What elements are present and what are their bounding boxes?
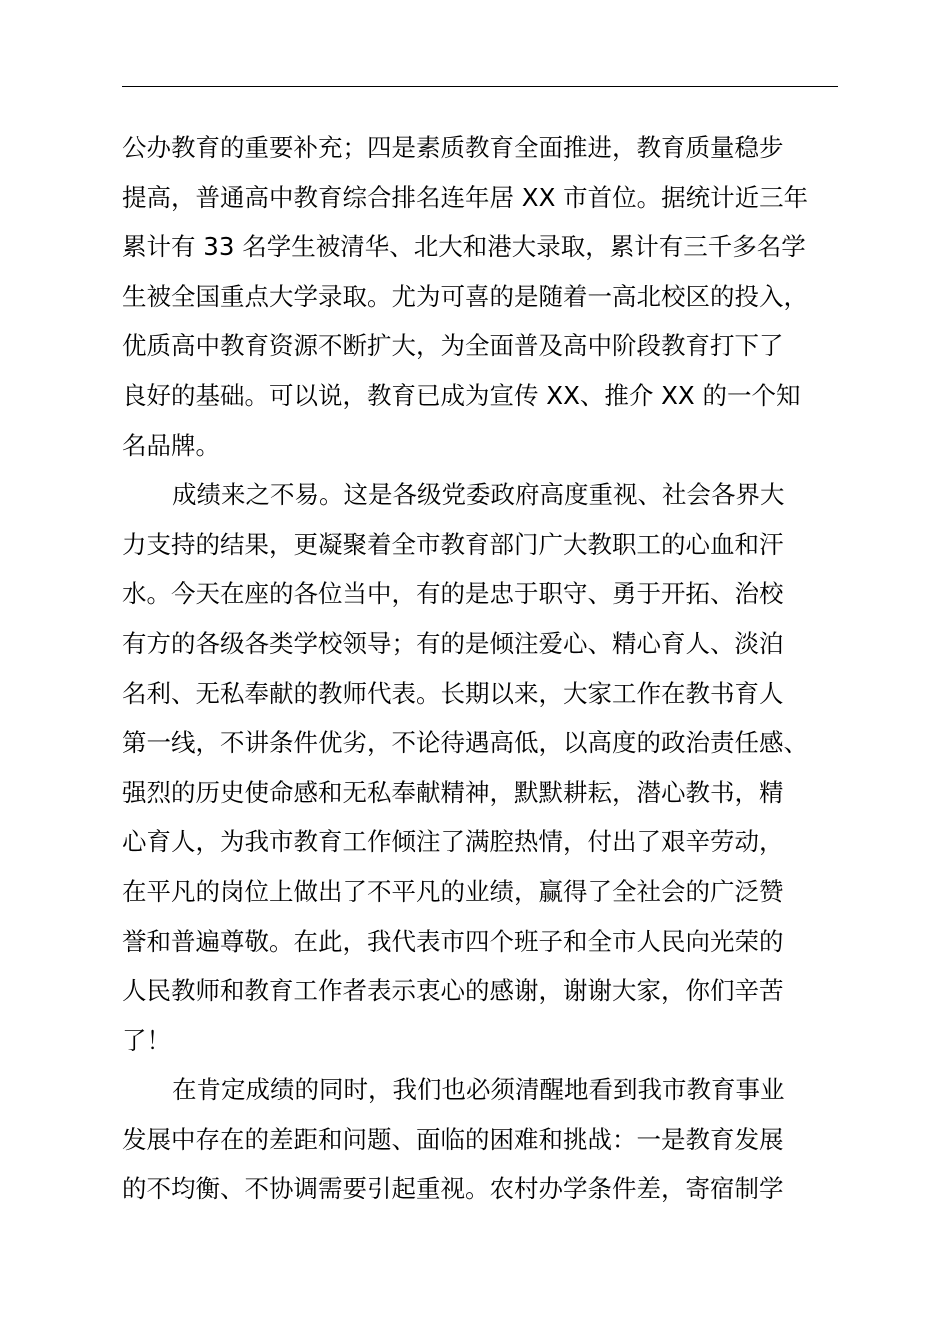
text-line: 第一线，不讲条件优劣，不论待遇高低，以高度的政治责任感、: [122, 728, 808, 758]
text-line: 优质高中教育资源不断扩大，为全面普及高中阶段教育打下了: [122, 331, 784, 361]
paragraph-start-line: 在肯定成绩的同时，我们也必须清醒地看到我市教育事业: [172, 1075, 785, 1105]
text-line: 良好的基础。可以说，教育已成为宣传 XX、推介 XX 的一个知: [122, 380, 801, 410]
text-line: 水。今天在座的各位当中，有的是忠于职守、勇于开拓、治校: [122, 579, 784, 609]
text-line: 了！: [122, 1025, 171, 1055]
text-line: 强烈的历史使命感和无私奉献精神，默默耕耘，潜心教书，精: [122, 777, 784, 807]
text-line: 公办教育的重要补充；四是素质教育全面推进，教育质量稳步: [122, 133, 784, 162]
text-line: 累计有 33 名学生被清华、北大和港大录取，累计有三千多名学: [122, 232, 806, 262]
paragraph-start-line: 成绩来之不易。这是各级党委政府高度重视、社会各界大: [172, 480, 785, 510]
text-line: 誉和普遍尊敬。在此，我代表市四个班子和全市人民向光荣的: [122, 926, 784, 956]
text-line: 的不均衡、不协调需要引起重视。农村办学条件差，寄宿制学: [122, 1174, 784, 1204]
text-line: 名品牌。: [122, 430, 220, 460]
text-line: 心育人，为我市教育工作倾注了满腔热情，付出了艰辛劳动，: [122, 827, 784, 857]
text-line: 有方的各级各类学校领导；有的是倾注爱心、精心育人、淡泊: [122, 628, 784, 658]
text-line: 发展中存在的差距和问题、面临的困难和挑战：一是教育发展: [122, 1124, 784, 1154]
text-line: 生被全国重点大学录取。尤为可喜的是随着一高北校区的投入，: [122, 281, 808, 311]
text-line: 力支持的结果，更凝聚着全市教育部门广大教职工的心血和汗: [122, 529, 784, 559]
text-line: 人民教师和教育工作者表示衷心的感谢，谢谢大家，你们辛苦: [122, 976, 784, 1006]
text-line: 提高，普通高中教育综合排名连年居 XX 市首位。据统计近三年: [122, 182, 809, 212]
document-body: [122, 123, 842, 1214]
header-rule: [122, 86, 838, 87]
text-line: 在平凡的岗位上做出了不平凡的业绩，赢得了全社会的广泛赞: [122, 876, 784, 906]
text-line: 名利、无私奉献的教师代表。长期以来，大家工作在教书育人: [122, 678, 784, 708]
